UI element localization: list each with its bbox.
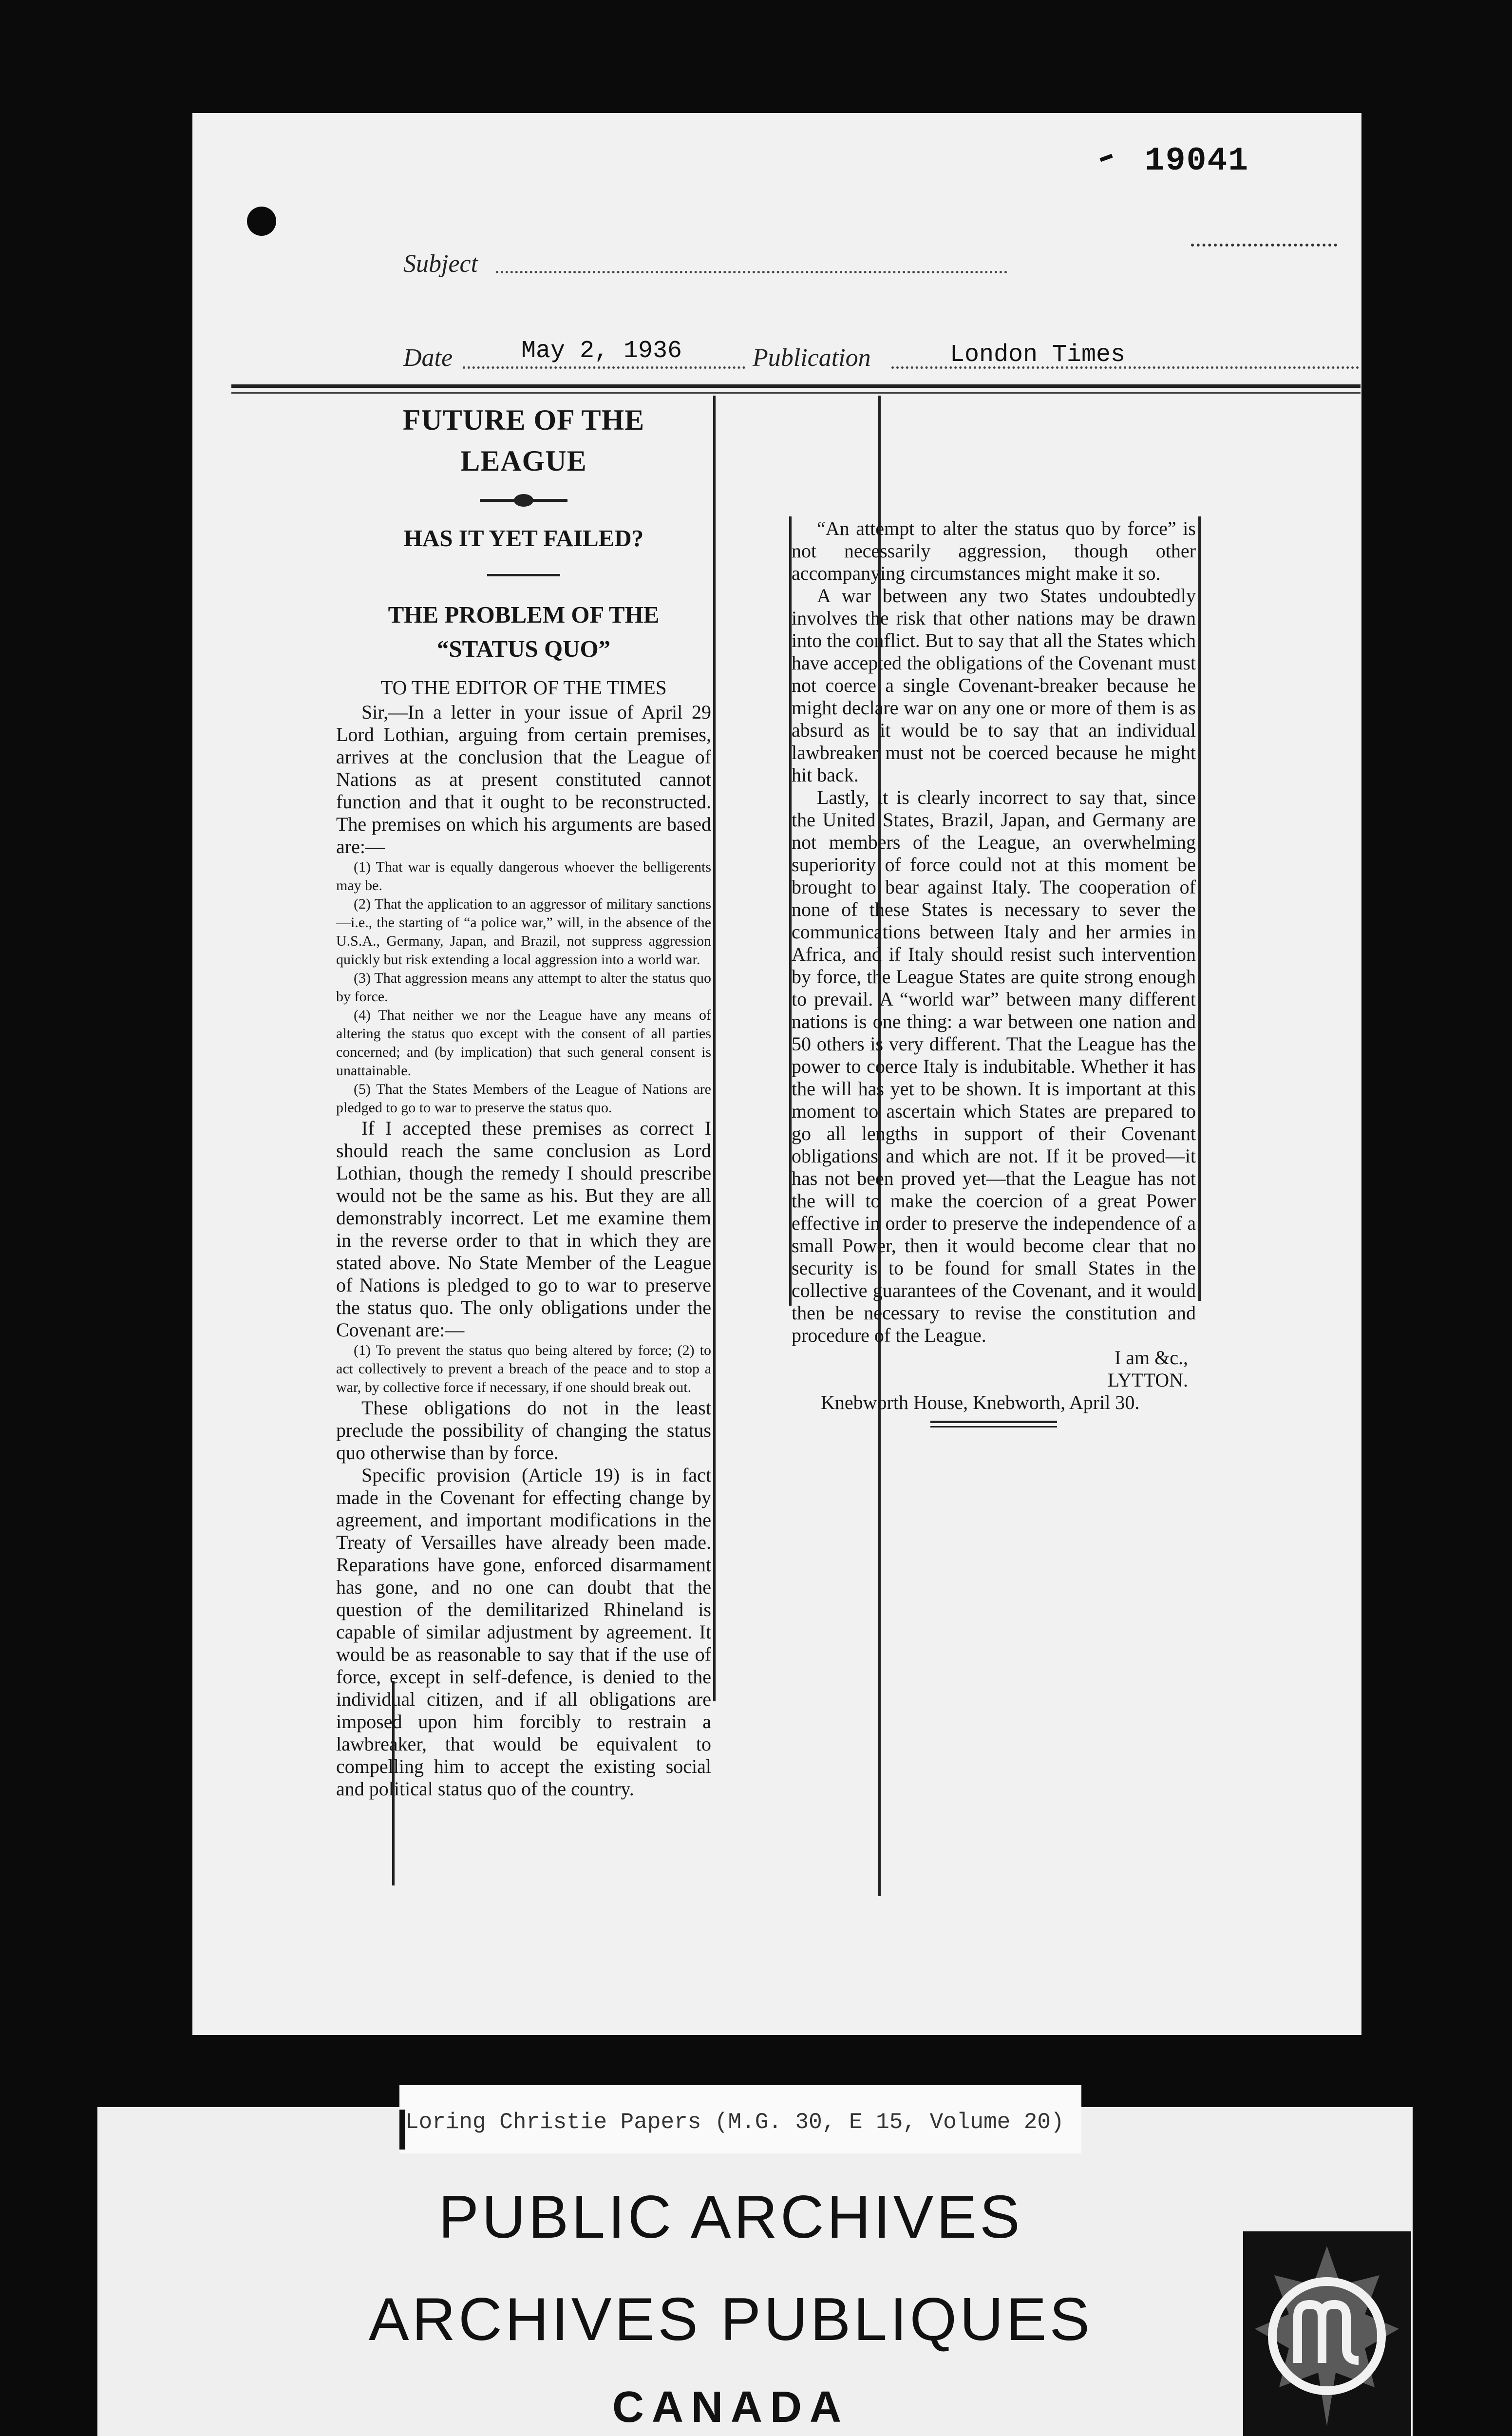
- publication-value: London Times: [950, 341, 1126, 369]
- archive-line-english: PUBLIC ARCHIVES: [438, 2184, 1023, 2251]
- archive-line-canada: CANADA: [612, 2383, 849, 2432]
- reference-marker: [399, 2110, 405, 2150]
- paragraph-war: A war between any two States undoubtedly involves the risk that other nations may be drawn into the conflict. But to say that all the States which have accepted the obligations of the Covenant must not coerce a single Covenant-breaker because he might declare war on any one or more of them is as absurd as it would be to say that an individual lawbreaker must not be coerced because he might hit back.: [792, 585, 1196, 786]
- date-dotted-line: [463, 366, 745, 369]
- paragraph-preclude: These obligations do not in the least preclude the possibility of changing the status quo otherwise than by force.: [336, 1397, 711, 1464]
- end-rule: [930, 1421, 1057, 1423]
- subhead-status-quo: THE PROBLEM OF THE “STATUS QUO”: [388, 601, 660, 662]
- column-rule-left-upper: [713, 396, 716, 1701]
- archives-canada-logo-icon: [1243, 2231, 1411, 2436]
- paragraph-lastly: Lastly, it is clearly incorrect to say that, since the United States, Brazil, Japan, and Germany are not members of the League, an overwhelming superiority of force could not at this moment be brought to bear against Italy. The cooperation of none of these States is necessary to sever the communications between Italy and her armies in Africa, and if Italy should resist such intervention by force, the League States are quite strong enough to prevail. A “world war” between many different nations is one thing: a war between one nation and 50 others is very different. That the League has the power to coerce Italy is indubitable. Whether it has the will has yet to be shown. It is important at this moment to ascertain which States are prepared to go all lengths in support of their Covenant obligations and which are not. If it be proved—it has not been proved yet—that the League has not the will to make the coercion of a great Power effective in order to preserve the independence of a small Power, then it would become clear that no security is to be found for small States in the collective guarantees of the Covenant, and it would then be necessary to revise the constitution and procedure of the League.: [792, 786, 1196, 1346]
- premise-4: (4) That neither we nor the League have any means of altering the status quo except with the consent of all parties concerned; and (by implication) that such general consent is unattainable.: [336, 1007, 711, 1079]
- short-rule: [487, 574, 560, 576]
- premise-3: (3) That aggression means any attempt to alter the status quo by force.: [336, 970, 711, 1005]
- premise-2: (2) That the application to an aggressor of military sanctions—i.e., the starting of “a police war,” will, in the absence of the U.S.A., Germany, Japan, and Brazil, not suppress aggression quickly but risk extending a local aggression into a world war.: [336, 896, 711, 968]
- end-rule-thin: [930, 1426, 1057, 1427]
- punch-hole: [247, 207, 276, 236]
- blank-dotted-line: [1191, 244, 1337, 247]
- archive-reference: Loring Christie Papers (M.G. 30, E 15, Volume 20): [405, 2110, 1064, 2135]
- date-value: May 2, 1936: [521, 337, 682, 365]
- premise-5: (5) That the States Members of the League of Nations are pledged to go to war to preserve the status quo.: [336, 1081, 711, 1116]
- paragraph-attempt: “An attempt to alter the status quo by force” is not necessarily aggression, though other accompanying circumstances might make it so.: [792, 517, 1196, 584]
- header-rule-thin: [231, 392, 1361, 394]
- document-number: 19041: [1145, 142, 1249, 180]
- signature: LYTTON.: [1107, 1369, 1188, 1391]
- right-column: [792, 517, 1196, 1413]
- ornament-rule: [480, 499, 567, 502]
- publication-label: Publication: [753, 344, 871, 372]
- letter-intro: Sir,—In a letter in your issue of April 29 Lord Lothian, arguing from certain premises, arrives at the conclusion that the League of Nations as at present constituted cannot function and that it ought to be reconstructed. The premises on which his arguments are based are:—: [336, 701, 711, 857]
- article-headline: FUTURE OF THE LEAGUE: [402, 404, 645, 477]
- archive-line-french: ARCHIVES PUBLIQUES: [368, 2286, 1093, 2353]
- paragraph-specific-provision: Specific provision (Article 19) is in fact made in the Covenant for effecting change by agreement, and important modifications in the Treaty of Versailles have already been made. Reparations have gone, enforced disarmament has gone, and no one can doubt that the question of the demilitarized Rhineland is capable of similar adjustment by agreement. It would be as reasonable to say that if the use of force, except in self-defence, is denied to the individual citizen, and if all obligations are imposed upon him forcibly to restrain a lawbreaker, that would be equivalent to compelling him to accept the existing social and political status quo of the country.: [336, 1464, 711, 1800]
- to-editor-line: TO THE EDITOR OF THE TIMES: [380, 676, 667, 699]
- closing: I am &c.,: [1114, 1347, 1188, 1369]
- premise-1: (1) That war is equally dangerous whoever the belligerents may be.: [336, 859, 711, 894]
- subject-label: Subject: [403, 250, 478, 278]
- column-rule-right-clip-end: [1198, 516, 1201, 1301]
- paragraph-accept: If I accepted these premises as correct I should reach the same conclusion as Lord Lothian, though the remedy I should prescribe would not be the same as his. But they are all demonstrably incorrect. Let me examine them in the reverse order to that in which they are stated above. No State Member of the League of Nations is pledged to go to war to preserve the status quo. The only obligations under the Covenant are:—: [336, 1117, 711, 1341]
- subject-dotted-line: [496, 271, 1007, 273]
- obligations-list: (1) To prevent the status quo being altered by force; (2) to act collectively to prevent a breach of the peace and to stop a war, by collective force if necessary, if one should break out.: [336, 1342, 711, 1395]
- header-rule: [231, 384, 1361, 388]
- place-and-date: Knebworth House, Knebworth, April 30.: [821, 1391, 1140, 1413]
- subhead-failed: HAS IT YET FAILED?: [403, 525, 644, 552]
- date-label: Date: [403, 344, 453, 372]
- left-column: [336, 400, 711, 1800]
